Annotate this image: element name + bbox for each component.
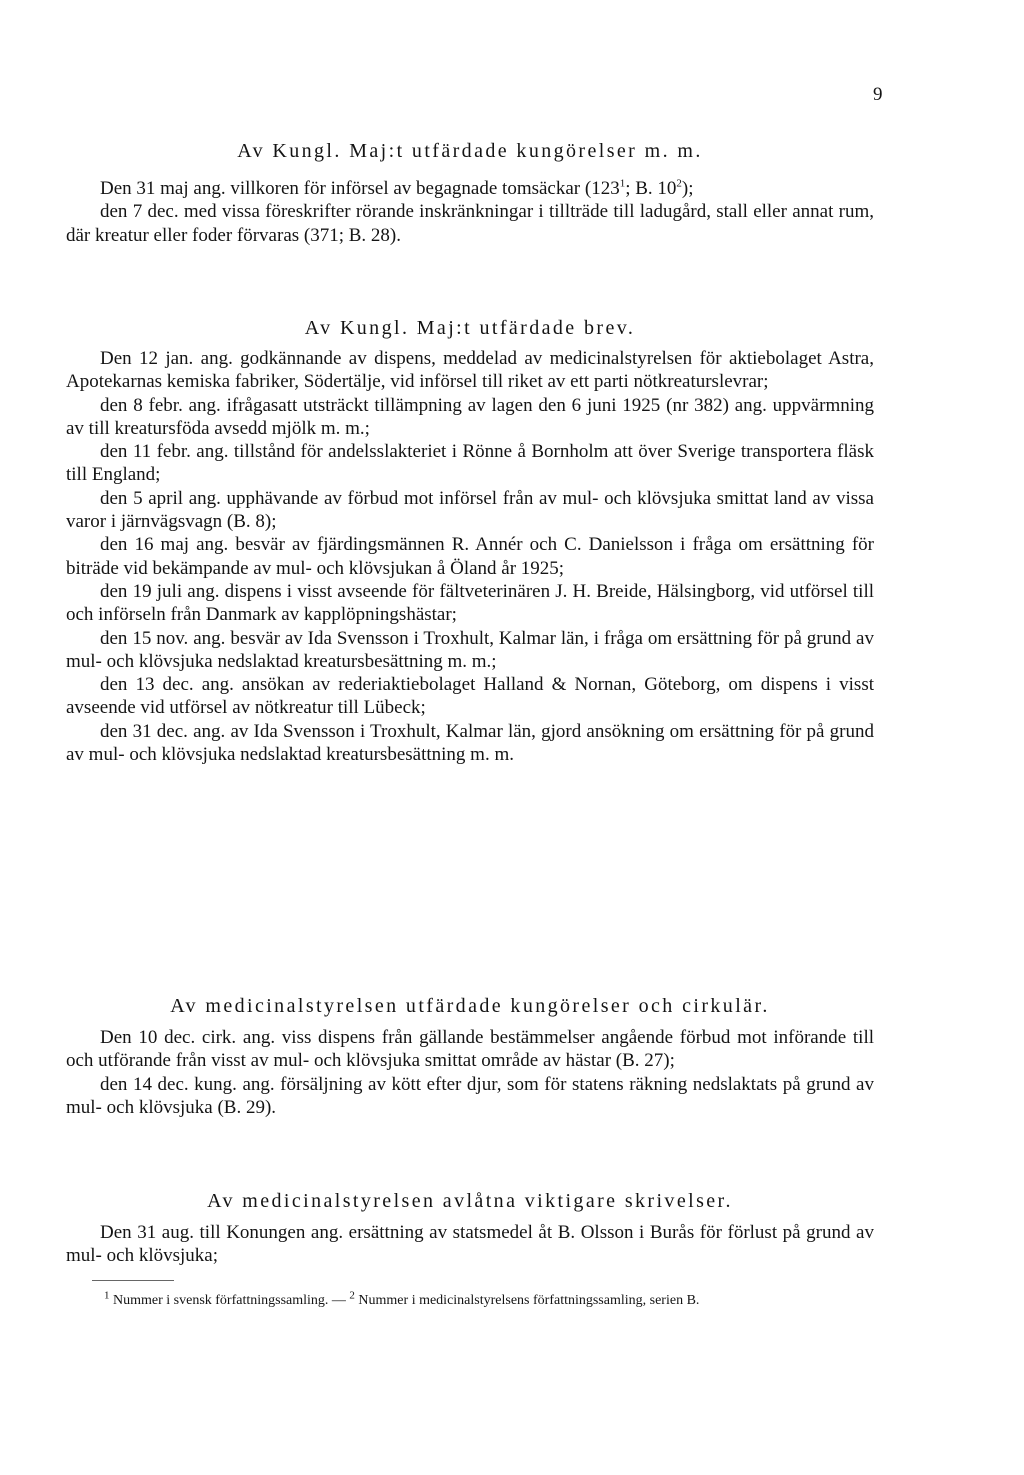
section-heading: Av Kungl. Maj:t utfärdade brev. — [304, 317, 636, 339]
section-skrivelser — [66, 1189, 874, 1268]
entry-paragraph: den 13 dec. ang. ansökan av rederiaktiebolaget Halland & Nornan, Göteborg, om dispens i visst avseende vid utförsel av nötkreatur till Lübeck; — [66, 674, 874, 719]
entry-paragraph: Den 10 dec. cirk. ang. viss dispens från gällande bestämmelser angående förbud mot införande till och utförande från visst av mul- och klövsjuka smittat område av hästar (B. 27); — [66, 1027, 874, 1072]
footnote-text: Nummer i medicinalstyrelsens författningssamling, serien B. — [358, 1293, 700, 1308]
page-number: 9 — [873, 84, 883, 105]
section-brev — [66, 316, 874, 766]
entry-paragraph — [66, 177, 874, 200]
entry-text: ; B. 10 — [625, 178, 677, 199]
section-heading: Av medicinalstyrelsen utfärdade kungörelser och cirkulär. — [170, 995, 770, 1017]
footnote-mark: 2 — [349, 1289, 355, 1302]
entry-paragraph: den 7 dec. med vissa föreskrifter rörande inskränkningar i tillträde till ladugård, stall eller annat rum, där kreatur eller foder förvaras (371; B. 28). — [66, 201, 874, 246]
footnote-text: Nummer i svensk författningssamling. — [113, 1293, 329, 1308]
footnote-ref: 1 — [619, 177, 626, 190]
section-heading: Av medicinalstyrelsen avlåtna viktigare skrivelser. — [207, 1190, 733, 1212]
footnotes — [66, 1289, 874, 1309]
footnote-ref: 2 — [676, 177, 682, 190]
entry-paragraph: Den 12 jan. ang. godkännande av dispens, meddelad av medicinalstyrelsen för aktiebolaget Astra, Apotekarnas kemiska fabriker, Södertälje, vid införsel till riket av ett parti nötkreaturslevrar; — [66, 348, 874, 393]
entry-paragraph: den 19 juli ang. dispens i visst avseende för fältveterinären J. H. Breide, Hälsingborg, vid utförsel till och införseln från Danmark av kapplöpningshästar; — [66, 580, 874, 626]
entry-text: Den 31 maj ang. villkoren för införsel av begagnade tomsäckar (123 — [100, 178, 620, 199]
section-kungorelser — [66, 139, 874, 247]
entry-paragraph: Den 31 aug. till Konungen ang. ersättning av statsmedel åt B. Olsson i Burås för förlust på grund av mul- och klövsjuka; — [66, 1222, 874, 1267]
entry-paragraph: den 16 maj ang. besvär av fjärdingsmännen R. Annér och C. Danielsson i fråga om ersättning för biträde vid bekämpande av mul- och klövsjukan å Öland år 1925; — [66, 534, 874, 579]
section-heading: Av Kungl. Maj:t utfärdade kungörelser m. m. — [237, 140, 703, 162]
entry-paragraph: den 5 april ang. upphävande av förbud mot införsel från av mul- och klövsjuka smittat land av vissa varor i järnvägsvagn (B. 8); — [66, 487, 874, 533]
entry-paragraph: den 11 febr. ang. tillstånd för andelsslakteriet i Rönne å Bornholm att över Sverige transportera fläsk till England; — [66, 441, 874, 486]
footnote-separator: — — [331, 1293, 346, 1308]
entry-paragraph: den 14 dec. kung. ang. försäljning av kött efter djur, som för statens räkning nedslaktats på grund av mul- och klövsjuka (B. 29). — [66, 1073, 874, 1118]
footnote-mark: 1 — [104, 1289, 110, 1302]
footnote-rule — [92, 1280, 174, 1281]
section-kungorelser-cirkular — [66, 994, 874, 1119]
entry-paragraph: den 31 dec. ang. av Ida Svensson i Troxhult, Kalmar län, gjord ansökning om ersättning för på grund av mul- och klövsjuka nedslaktad kreatursbesättning m. m. — [66, 720, 874, 766]
entry-paragraph: den 15 nov. ang. besvär av Ida Svensson i Troxhult, Kalmar län, i fråga om ersättning för på grund av mul- och klövsjuka nedslaktad kreatursbesättning m. m.; — [66, 627, 874, 672]
entry-paragraph: den 8 febr. ang. ifrågasatt utsträckt tillämpning av lagen den 6 juni 1925 (nr 382) ang. uppvärmning av till kreatursföda avsedd mjölk m. m.; — [66, 394, 874, 439]
entry-text: ); — [681, 178, 694, 199]
